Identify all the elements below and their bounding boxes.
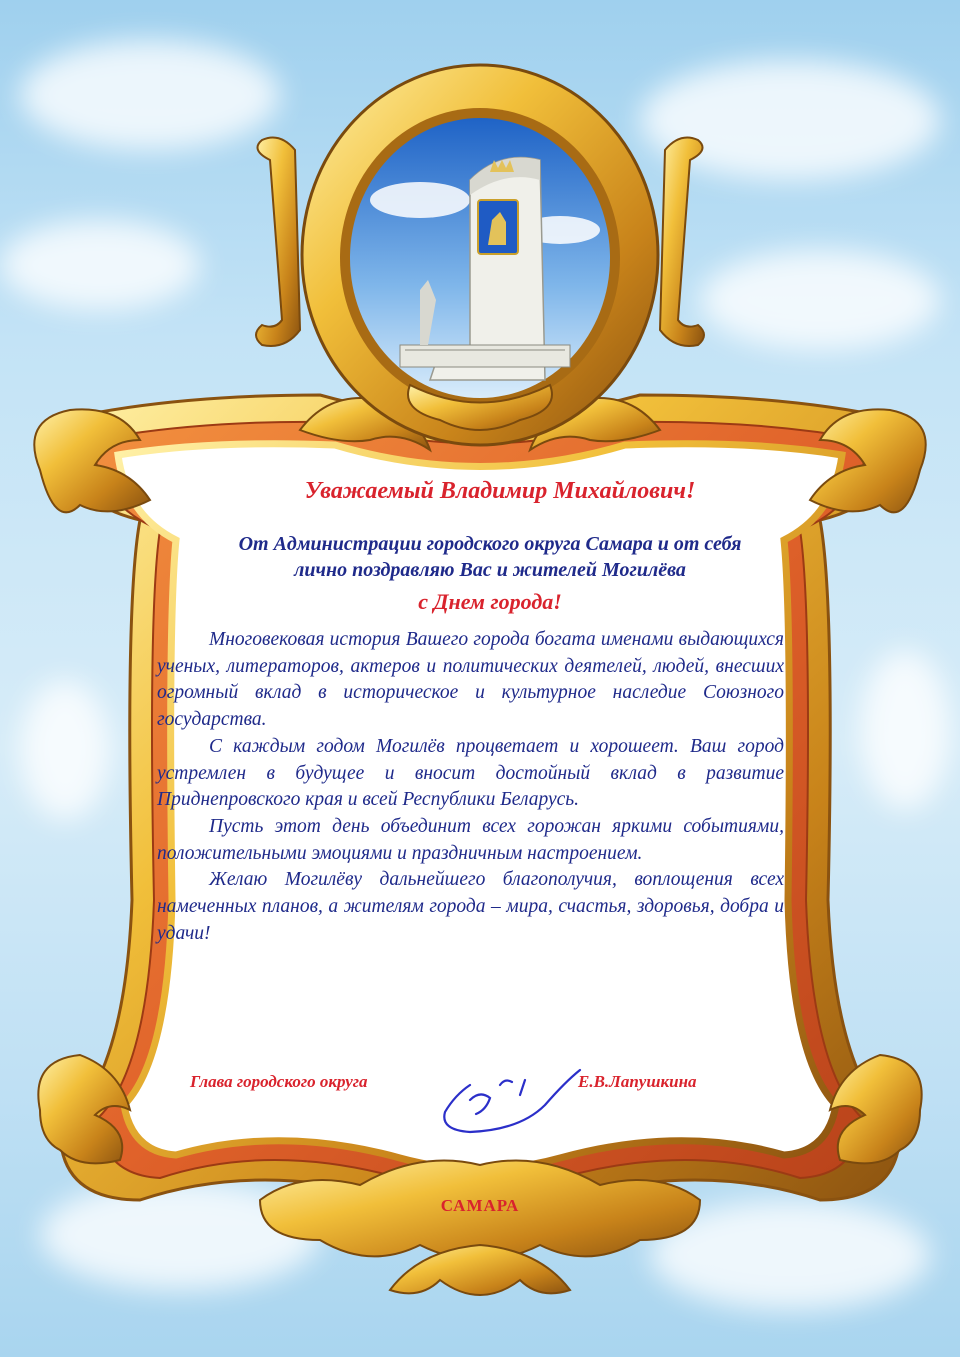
paragraph: Желаю Могилёву дальнейшего благополучия, воплощения всех намеченных планов, а жителям города – мира, счастья, здоровья, добра и удачи!: [157, 869, 784, 944]
paragraph: Многовековая история Вашего города богата именами выдающихся ученых, литераторов, актеров и политических деятелей, людей, внесших огромный вклад в историческое и культурное наследие Союзного государства.: [157, 629, 784, 731]
intro-line-1: От Администрации городского округа Самара и от себя: [238, 533, 742, 555]
city-name: САМАРА: [440, 1196, 520, 1215]
intro-line-2: лично поздравляю Вас и жителей Могилёва: [294, 559, 686, 581]
samara-emblem-medallion: [302, 65, 658, 445]
letter-body: [157, 627, 784, 947]
greeting-heading: Уважаемый Владимир Михайлович!: [304, 478, 696, 504]
signatory-name: Е.В.Лапушкина: [578, 1072, 697, 1091]
paragraph: Пусть этот день объединит всех горожан яркими событиями, положительными эмоциями и праздничным настроением.: [157, 815, 784, 864]
paragraph: С каждым годом Могилёв процветает и хорошеет. Ваш город устремлен в будущее и вносит достойный вклад в развитие Приднепровского края и всей Республики Беларусь.: [157, 735, 784, 811]
intro-line-3: с Днем города!: [418, 589, 562, 614]
signatory-title: Глава городского округа: [190, 1072, 368, 1091]
